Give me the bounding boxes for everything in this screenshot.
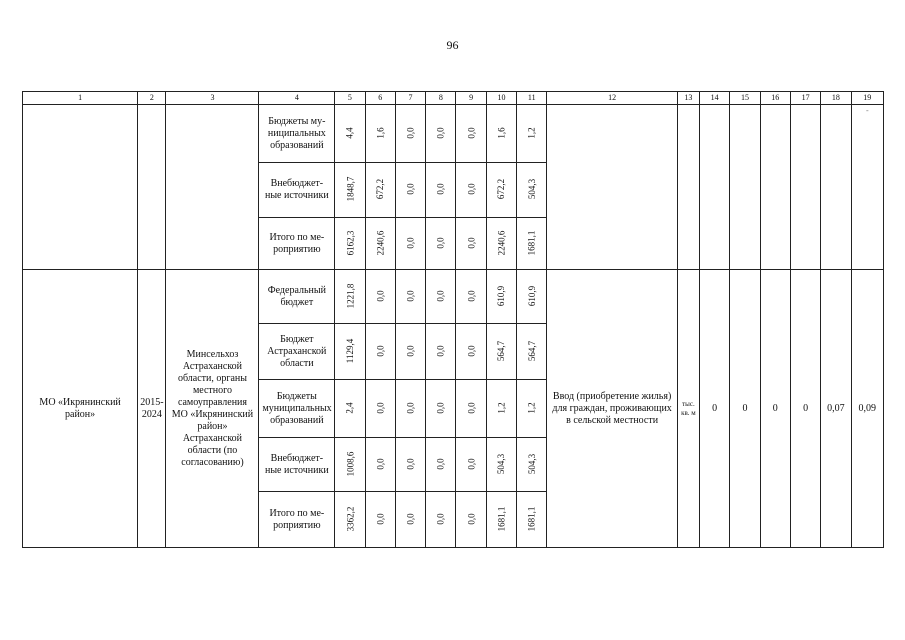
value-cell: 0,0 xyxy=(365,380,395,438)
value-cell: 0,0 xyxy=(426,163,456,218)
indicator-cell: Ввод (приобретение жилья) для граждан, проживающих в сельской местности xyxy=(547,270,677,548)
value-cell: 0,0 xyxy=(426,324,456,380)
col-number: 17 xyxy=(790,92,820,105)
empty-cell xyxy=(23,105,138,270)
value-cell: 1129,4 xyxy=(335,324,365,380)
empty-cell xyxy=(821,105,851,270)
value-cell: 564,7 xyxy=(486,324,516,380)
value-cell: 0,0 xyxy=(426,218,456,270)
col-number: 14 xyxy=(700,92,730,105)
target-value: 0 xyxy=(700,270,730,548)
col-number: 13 xyxy=(677,92,699,105)
col-number: 1 xyxy=(23,92,138,105)
value-cell: 0,0 xyxy=(395,380,425,438)
value-cell: 1,2 xyxy=(517,105,547,163)
value-cell: 1848,7 xyxy=(335,163,365,218)
value-cell: 1,2 xyxy=(517,380,547,438)
funding-source: Внебюджет-ные источники xyxy=(259,163,335,218)
value-cell: 0,0 xyxy=(456,380,486,438)
value-cell: 1681,1 xyxy=(486,492,516,548)
target-value: 0 xyxy=(730,270,760,548)
col-number: 2 xyxy=(138,92,166,105)
funding-source: Итого по ме-роприятию xyxy=(259,492,335,548)
value-cell: 1221,8 xyxy=(335,270,365,324)
col-number: 4 xyxy=(259,92,335,105)
unit-cell: тыс. кв. м xyxy=(677,270,699,548)
value-cell: 0,0 xyxy=(456,324,486,380)
target-value: 0 xyxy=(760,270,790,548)
value-cell: 0,0 xyxy=(395,492,425,548)
funding-source: Федеральный бюджет xyxy=(259,270,335,324)
corner-mark: - xyxy=(865,106,869,115)
funding-source: Бюджет Астраханской области xyxy=(259,324,335,380)
value-cell: 1,6 xyxy=(365,105,395,163)
value-cell: 0,0 xyxy=(456,218,486,270)
col-number: 12 xyxy=(547,92,677,105)
empty-cell xyxy=(138,105,166,270)
value-cell: 0,0 xyxy=(365,492,395,548)
funding-source: Бюджеты му-ниципальных образований xyxy=(259,105,335,163)
value-cell: 2240,6 xyxy=(486,218,516,270)
period-cell: 2015-2024 xyxy=(138,270,166,548)
value-cell: 1,6 xyxy=(486,105,516,163)
municipality-cell: МО «Икрянинский район» xyxy=(23,270,138,548)
col-number: 7 xyxy=(395,92,425,105)
value-cell: 3362,2 xyxy=(335,492,365,548)
empty-cell xyxy=(700,105,730,270)
value-cell: 0,0 xyxy=(456,438,486,492)
col-number: 8 xyxy=(426,92,456,105)
empty-cell xyxy=(760,105,790,270)
empty-cell xyxy=(790,105,820,270)
col-number: 3 xyxy=(166,92,259,105)
value-cell: 0,0 xyxy=(395,438,425,492)
value-cell: 1681,1 xyxy=(517,492,547,548)
value-cell: 1,2 xyxy=(486,380,516,438)
value-cell: 0,0 xyxy=(426,438,456,492)
col-number: 6 xyxy=(365,92,395,105)
empty-cell xyxy=(547,105,677,270)
col-number: 19 xyxy=(851,92,883,105)
col-number: 5 xyxy=(335,92,365,105)
value-cell: 504,3 xyxy=(486,438,516,492)
funding-source: Бюджеты муниципальных образований xyxy=(259,380,335,438)
value-cell: 0,0 xyxy=(395,270,425,324)
table-row xyxy=(23,105,884,163)
value-cell: 0,0 xyxy=(426,105,456,163)
program-table xyxy=(22,91,884,548)
value-cell: 0,0 xyxy=(395,324,425,380)
empty-cell xyxy=(730,105,760,270)
value-cell: 1681,1 xyxy=(517,218,547,270)
page-number: 96 xyxy=(446,38,459,52)
value-cell: 0,0 xyxy=(426,380,456,438)
col-number: 16 xyxy=(760,92,790,105)
target-value: 0,07 xyxy=(821,270,851,548)
table-row xyxy=(23,270,884,324)
value-cell: 2,4 xyxy=(335,380,365,438)
empty-cell xyxy=(851,105,883,270)
value-cell: 0,0 xyxy=(365,270,395,324)
target-value: 0,09 xyxy=(851,270,883,548)
value-cell: 0,0 xyxy=(456,492,486,548)
funding-source: Внебюджет-ные источники xyxy=(259,438,335,492)
col-number: 18 xyxy=(821,92,851,105)
value-cell: 0,0 xyxy=(456,105,486,163)
value-cell: 0,0 xyxy=(456,270,486,324)
value-cell: 672,2 xyxy=(365,163,395,218)
col-number: 9 xyxy=(456,92,486,105)
value-cell: 610,9 xyxy=(486,270,516,324)
value-cell: 610,9 xyxy=(517,270,547,324)
executor-cell: Минсельхоз Астраханской области, органы местного самоуправления МО «Икрянинский район» Астраханской области (по согласованию) xyxy=(166,270,259,548)
empty-cell xyxy=(166,105,259,270)
value-cell: 504,3 xyxy=(517,438,547,492)
funding-source: Итого по ме-роприятию xyxy=(259,218,335,270)
col-number: 11 xyxy=(517,92,547,105)
value-cell: 0,0 xyxy=(426,492,456,548)
column-number-row xyxy=(23,92,884,105)
value-cell: 0,0 xyxy=(456,163,486,218)
col-number: 10 xyxy=(486,92,516,105)
target-value: 0 xyxy=(790,270,820,548)
value-cell: 0,0 xyxy=(395,163,425,218)
value-cell: 1008,6 xyxy=(335,438,365,492)
value-cell: 0,0 xyxy=(395,218,425,270)
value-cell: 0,0 xyxy=(426,270,456,324)
value-cell: 0,0 xyxy=(365,438,395,492)
value-cell: 672,2 xyxy=(486,163,516,218)
value-cell: 6162,3 xyxy=(335,218,365,270)
value-cell: 0,0 xyxy=(395,105,425,163)
value-cell: 2240,6 xyxy=(365,218,395,270)
value-cell: 504,3 xyxy=(517,163,547,218)
value-cell: 4,4 xyxy=(335,105,365,163)
value-cell: 564,7 xyxy=(517,324,547,380)
col-number: 15 xyxy=(730,92,760,105)
value-cell: 0,0 xyxy=(365,324,395,380)
empty-cell xyxy=(677,105,699,270)
